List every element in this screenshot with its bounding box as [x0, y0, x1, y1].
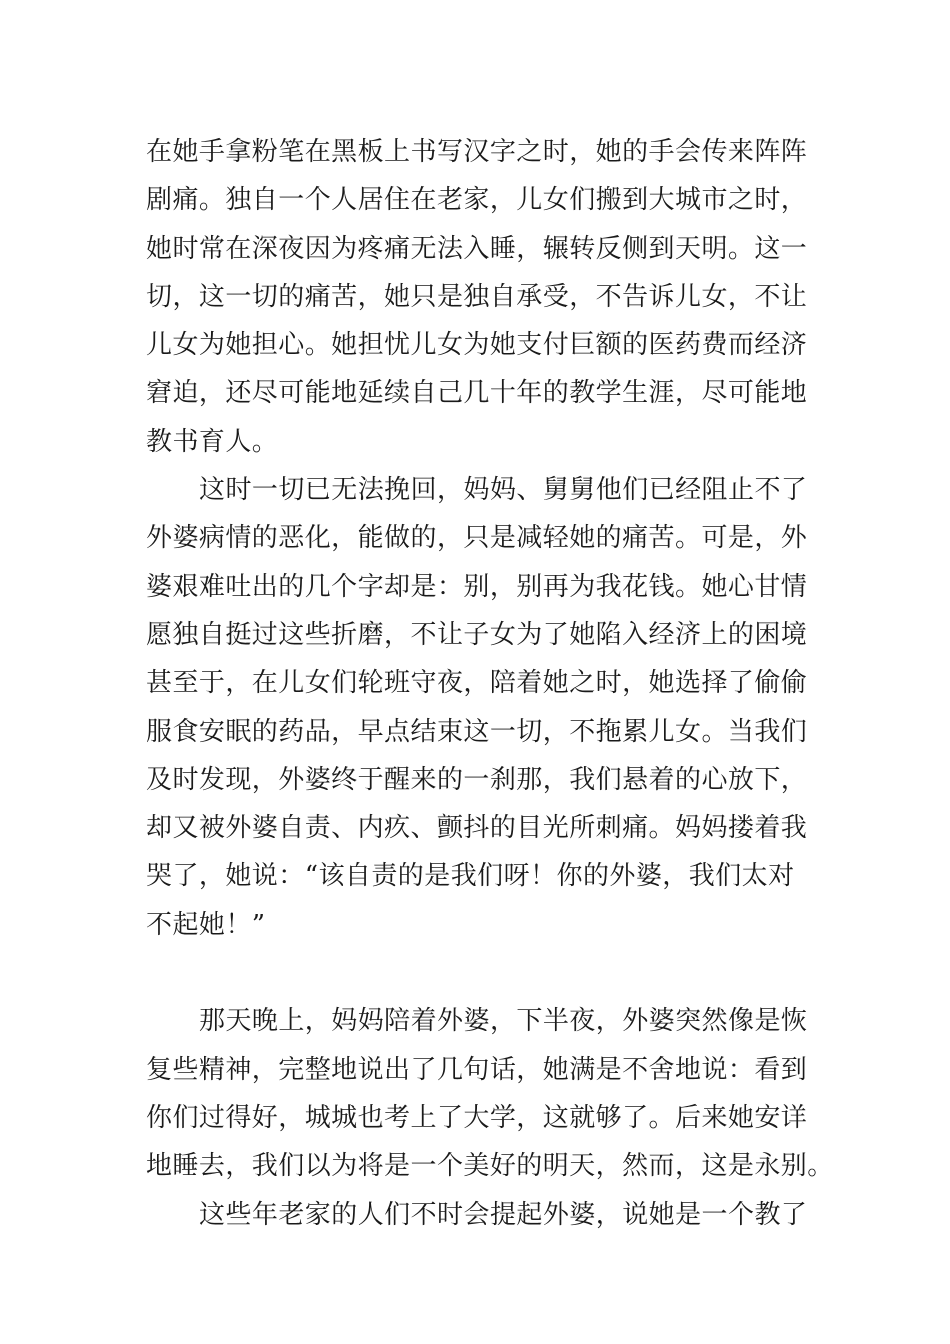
- text-line: 复些精神，完整地说出了几句话，她满是不舍地说：看到: [146, 1054, 808, 1085]
- document-body: [146, 128, 834, 1239]
- text-line: 不起她！”: [146, 909, 266, 940]
- text-line: 她时常在深夜因为疼痛无法入睡，辗转反侧到天明。这一: [146, 233, 808, 264]
- paragraph: [146, 1191, 816, 1239]
- text-line: 外婆病情的恶化，能做的，只是减轻她的痛苦。可是，外: [146, 523, 808, 554]
- text-line: 却又被外婆自责、内疚、颤抖的目光所刺痛。妈妈搂着我: [146, 813, 808, 844]
- text-line: 地睡去，我们以为将是一个美好的明天，然而，这是永别。: [146, 1151, 834, 1182]
- paragraph: [146, 128, 816, 466]
- text-line: 儿女为她担心。她担忧儿女为她支付巨额的医药费而经济: [146, 330, 808, 361]
- text-line: 剧痛。独自一个人居住在老家，儿女们搬到大城市之时，: [146, 185, 808, 216]
- text-line: 窘迫，还尽可能地延续自己几十年的教学生涯，尽可能地: [146, 378, 808, 409]
- text-line: [146, 949, 816, 997]
- text-line: 那天晚上，妈妈陪着外婆，下半夜，外婆突然像是恢: [199, 1006, 808, 1037]
- text-line: 服食安眠的药品，早点结束这一切，不拖累儿女。当我们: [146, 716, 808, 747]
- text-line: 甚至于，在儿女们轮班守夜，陪着她之时，她选择了偷偷: [146, 668, 808, 699]
- text-line: 在她手拿粉笔在黑板上书写汉字之时，她的手会传来阵阵: [146, 137, 808, 167]
- text-line: 切，这一切的痛苦，她只是独自承受，不告诉儿女，不让: [146, 281, 808, 312]
- text-line: 这时一切已无法挽回，妈妈、舅舅他们已经阻止不了: [199, 475, 808, 506]
- text-line: 教书育人。: [146, 426, 279, 457]
- paragraph: [146, 997, 834, 1190]
- text-line: 愿独自挺过这些折磨，不让子女为了她陷入经济上的困境: [146, 619, 808, 650]
- text-line: 你们过得好，城城也考上了大学，这就够了。后来她安详: [146, 1102, 808, 1133]
- text-line: 婆艰难吐出的几个字却是：别，别再为我花钱。她心甘情: [146, 571, 808, 602]
- text-line: 及时发现，外婆终于醒来的一刹那，我们悬着的心放下，: [146, 764, 808, 795]
- text-line: 这些年老家的人们不时会提起外婆，说她是一个教了: [199, 1199, 808, 1230]
- paragraph: [146, 466, 816, 997]
- text-line: 哭了，她说：“该自责的是我们呀！你的外婆，我们太对: [146, 861, 795, 892]
